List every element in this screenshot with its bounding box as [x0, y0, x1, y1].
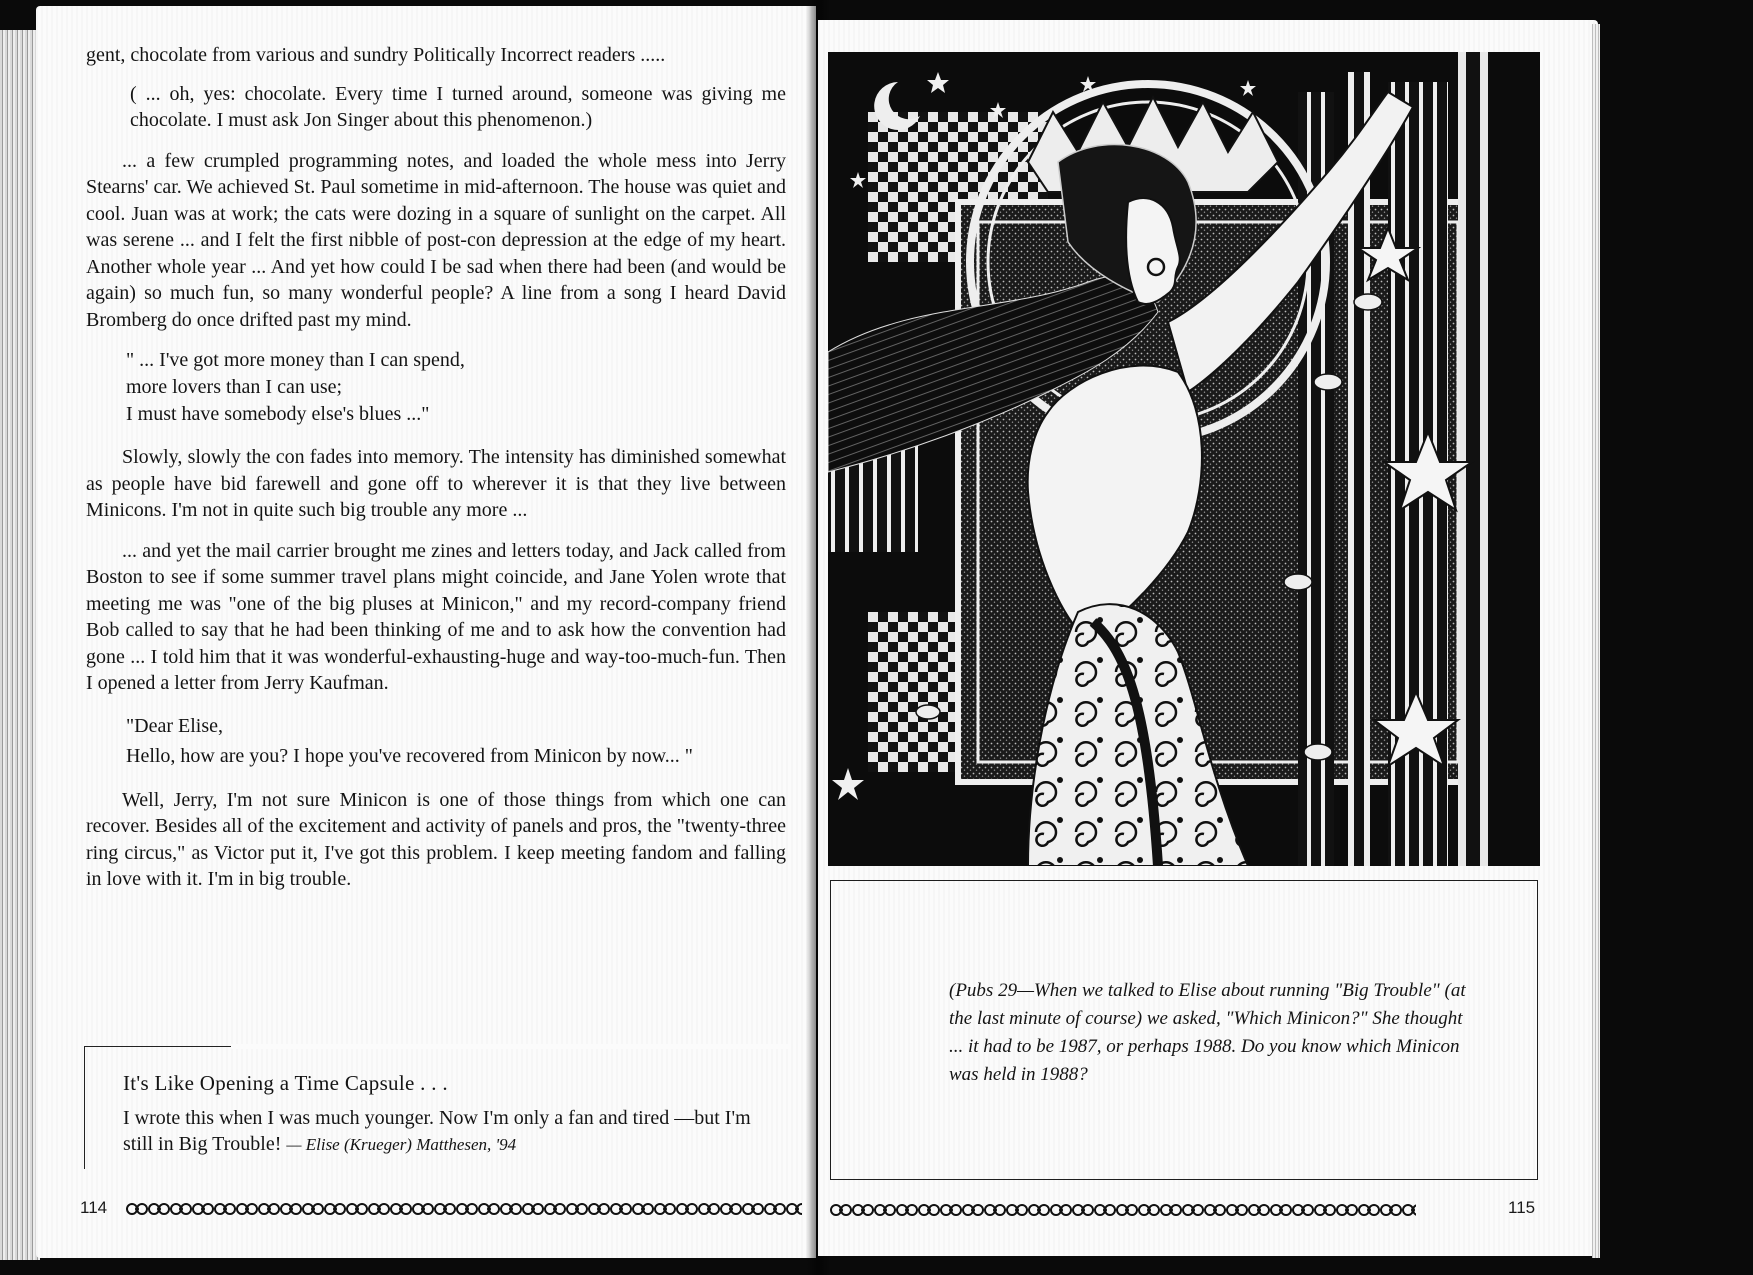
right-page	[818, 20, 1598, 1256]
capsule-title: It's Like Opening a Time Capsule . . .	[123, 1071, 448, 1095]
ornament-chain-icon	[830, 1202, 1416, 1218]
woman-with-halo-illustration	[828, 52, 1540, 866]
verse-line: more lovers than I can use;	[126, 376, 343, 398]
time-capsule-box	[84, 1046, 779, 1169]
caption-box	[830, 880, 1538, 1180]
ornament-border-left	[126, 1201, 802, 1217]
paragraph-4: Slowly, slowly the con fades into memory. The intensity has diminished somewhat as people have bid farewell and gone off to wherever it is that they live between Minicons. I'm not in quite such big trouble any more ...	[86, 446, 786, 521]
capsule-text: I wrote this when I was much younger. Now I'm only a fan and tired —but I'm still in Big Trouble!	[123, 1107, 751, 1155]
left-page	[36, 6, 816, 1258]
page-edge-stack-right	[1592, 24, 1600, 1258]
paragraph-closing: Well, Jerry, I'm not sure Minicon is one of those things from which one can recover. Besides all of the excitement and activity of panels and pros, the "twenty-three ring circus," as Victor put it, I've got this problem. I keep meeting fandom and falling in love with it. I'm in big trouble.	[86, 788, 786, 890]
capsule-signature: — Elise (Krueger) Matthesen, '94	[286, 1135, 517, 1154]
ornament-chain-icon	[126, 1201, 802, 1217]
verse-line: " ... I've got more money than I can spend,	[126, 349, 465, 371]
paragraph-3: ... a few crumpled programming notes, and loaded the whole mess into Jerry Stearns' car. We achieved St. Paul sometime in mid-afternoon. The house was quiet and cool. Juan was at work; the cats were dozing in a square of sunlight on the carpet. All was serene ... and I felt the first nibble of post-con depression at the edge of my heart. Another whole year ... And yet how could I be sad when there had been (and would be again) so much fun, so many wonderful people? A line from a song I heard David Bromberg do once drifted past my mind.	[86, 149, 786, 331]
page-number-right: 115	[1508, 1198, 1536, 1217]
illustration	[828, 52, 1540, 866]
left-page-text	[86, 42, 786, 907]
verse-line: I must have somebody else's blues ..."	[126, 403, 430, 425]
letter-line: Hello, how are you? I hope you've recovered from Minicon by now... "	[126, 744, 693, 767]
paragraph-chocolate: ( ... oh, yes: chocolate. Every time I turned around, someone was giving me chocolate. I must ask Jon Singer about this phenomenon.)	[130, 82, 786, 131]
letter-line: "Dear Elise,	[126, 714, 224, 737]
page-number-left: 114	[80, 1198, 108, 1217]
capsule-body	[123, 1105, 763, 1158]
letter-quote	[126, 711, 786, 771]
song-verse	[126, 347, 786, 428]
paragraph-5: ... and yet the mail carrier brought me zines and letters today, and Jack called from Boston to see if some summer travel plans might coincide, and Jane Yolen wrote that meeting me was "one of the big pluses at Minicon," and my record-company friend Bob called to say that he had been thinking of me and to ask how the convention had gone ... I told him that it was wonderful-exhausting-huge and way-too-much-fun. Then I opened a letter from Jerry Kaufman.	[86, 539, 786, 694]
box-border-gap	[231, 1044, 791, 1049]
page-edge-stack-left	[0, 30, 40, 1260]
editor-note: (Pubs 29—When we talked to Elise about running "Big Trouble" (at the last minute of course) we asked, "Which Minicon?" She thought ... it had to be 1987, or perhaps 1988. Do you know which Minicon was held in 1988?	[949, 980, 1466, 1085]
paragraph-1: gent, chocolate from various and sundry Politically Incorrect readers .....	[86, 44, 666, 66]
ornament-border-right	[830, 1202, 1416, 1218]
